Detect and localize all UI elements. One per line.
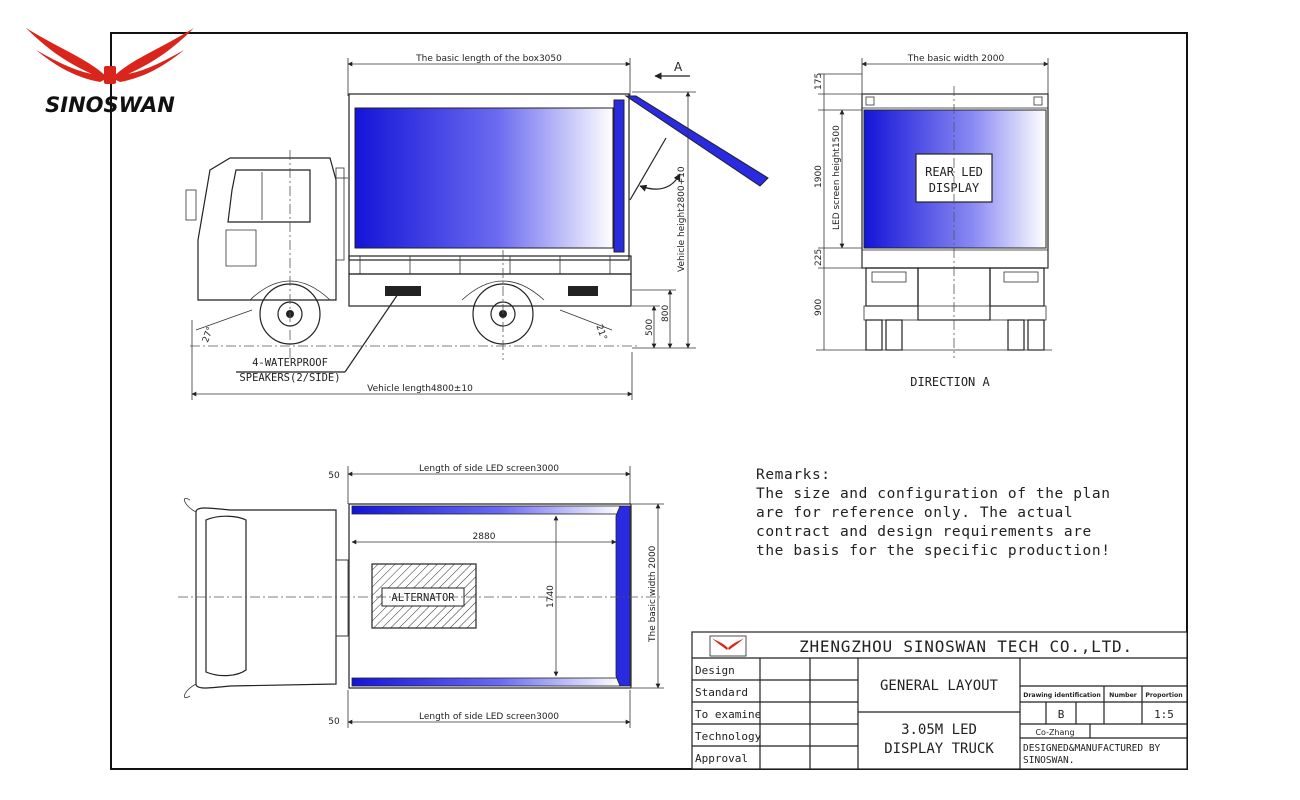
rear-view bbox=[814, 54, 1052, 389]
role-approval: Approval bbox=[695, 752, 748, 765]
rear-wheel-right bbox=[1008, 320, 1044, 350]
vehicle-height-label: Vehicle height2800+10 bbox=[677, 166, 687, 272]
side-screen-bottom-strip bbox=[352, 678, 620, 686]
dim-1740-label: 1740 bbox=[546, 585, 556, 608]
side-screen-top-strip bbox=[352, 506, 620, 514]
approach-angle-label: 27° bbox=[201, 325, 216, 345]
remarks bbox=[756, 467, 1111, 559]
mirror-icon bbox=[186, 190, 196, 220]
role-technology: Technology bbox=[695, 730, 762, 743]
dim-175-label: 175 bbox=[814, 72, 824, 90]
rear-screen-edge bbox=[614, 100, 624, 252]
speaker-icon bbox=[385, 286, 421, 296]
manufacturer-line1: DESIGNED&MANUFACTURED BY bbox=[1023, 743, 1161, 754]
speakers-label-line1: 4-WATERPROOF bbox=[252, 357, 328, 369]
rear-screen-top-strip bbox=[616, 506, 630, 686]
brand-logo-text: SINOSWAN bbox=[45, 93, 175, 117]
title-block bbox=[692, 632, 1187, 769]
side-screen-length-top-label: Length of side LED screen3000 bbox=[418, 464, 560, 474]
role-design: Design bbox=[695, 664, 735, 677]
drawing-id-value: B bbox=[1057, 708, 1065, 721]
remarks-line1: The size and configuration of the plan bbox=[756, 486, 1111, 502]
rear-basic-width-label: The basic width 2000 bbox=[907, 54, 1005, 64]
col-drawing-identification: Drawing identification bbox=[1023, 692, 1101, 699]
manufacturer-line2: SINOSWAN. bbox=[1023, 755, 1075, 766]
box-length-label: The basic length of the box3050 bbox=[416, 54, 562, 64]
co-label: Co-Zhang bbox=[1035, 728, 1075, 737]
drawing-title: GENERAL LAYOUT bbox=[879, 678, 999, 694]
proportion-value: 1:5 bbox=[1154, 708, 1174, 721]
rear-display-line2: DISPLAY bbox=[928, 181, 980, 195]
top-basic-width-label: The basic width 2000 bbox=[648, 545, 658, 642]
col-proportion: Proportion bbox=[1145, 692, 1183, 699]
dim-225-label: 225 bbox=[814, 248, 824, 266]
dim-1900-label: 1900 bbox=[814, 165, 824, 188]
truck-cab bbox=[198, 158, 336, 300]
dim-50-bottom-label: 50 bbox=[328, 717, 340, 727]
vehicle-length-label: Vehicle length4800±10 bbox=[367, 384, 473, 394]
direction-arrow-label: A bbox=[674, 60, 683, 74]
cab-top bbox=[196, 508, 336, 688]
side-led-screen bbox=[355, 108, 613, 248]
remarks-line4: the basis for the specific production! bbox=[756, 543, 1111, 559]
dim-500-label: 500 bbox=[645, 318, 655, 336]
speakers-label-line2: SPEAKERS(2/SIDE) bbox=[239, 372, 341, 384]
title-block-logo bbox=[710, 636, 746, 656]
role-standard: Standard bbox=[695, 686, 748, 699]
product-line1: 3.05M LED bbox=[901, 722, 977, 738]
led-screen-height-label: LED screen height1500 bbox=[832, 125, 842, 230]
col-number: Number bbox=[1109, 692, 1137, 699]
speaker-icon bbox=[568, 286, 598, 296]
rear-wheel-left bbox=[866, 320, 902, 350]
rear-flap-screen bbox=[626, 96, 768, 186]
dim-2880-label: 2880 bbox=[472, 532, 496, 542]
product-line2: DISPLAY TRUCK bbox=[884, 741, 994, 757]
rear-display-line1: REAR LED bbox=[925, 165, 983, 179]
company-name: ZHENGZHOU SINOSWAN TECH CO.,LTD. bbox=[799, 637, 1133, 656]
direction-a-caption: DIRECTION A bbox=[910, 375, 990, 389]
dim-50-top-label: 50 bbox=[328, 471, 340, 481]
side-screen-length-bottom-label: Length of side LED screen3000 bbox=[418, 712, 560, 722]
cab-window bbox=[228, 170, 310, 222]
side-view bbox=[186, 54, 768, 400]
remarks-line2: are for reference only. The actual bbox=[756, 505, 1074, 521]
top-view bbox=[178, 464, 664, 728]
dim-800-label: 800 bbox=[661, 304, 671, 322]
remarks-line3: contract and design requirements are bbox=[756, 524, 1092, 540]
role-to-examine: To examine bbox=[695, 708, 762, 721]
dim-900-label: 900 bbox=[814, 298, 824, 316]
departure-angle-label: 21° bbox=[593, 323, 609, 342]
remarks-title: Remarks: bbox=[756, 467, 831, 483]
alternator-label: ALTERNATOR bbox=[391, 592, 455, 604]
